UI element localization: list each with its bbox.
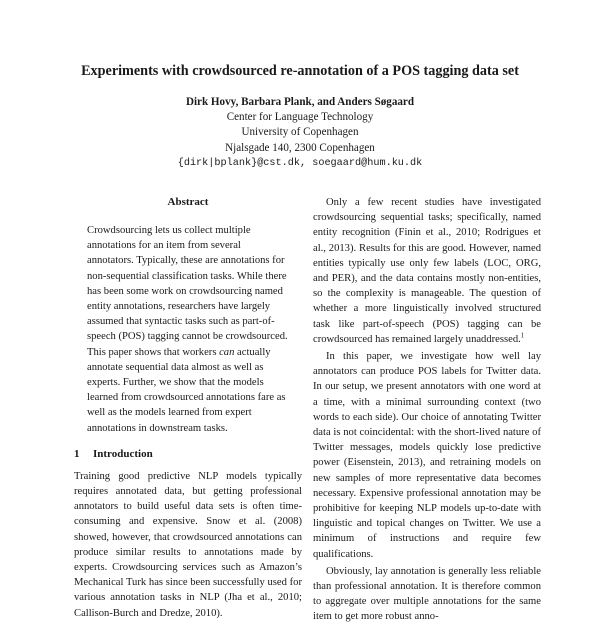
right-column [313,195,541,625]
right-paragraph-3: Obviously, lay annotation is generally less reliable than professional annotation. It is therefore common to aggregate over multiple annotations for the same item to get more robust anno- [313,565,541,623]
university: University of Copenhagen [241,126,359,139]
paper-title: Experiments with crowdsourced re-annotation of a POS tagging data set [81,63,519,79]
abstract-text-end: actually annotate sequential data almost as well as experts. Further, we show that the models learned from crowdsourced annotations fare as well as the models learned from expert annotations in downstream tasks. [87,346,286,434]
abstract-heading: Abstract [167,196,209,208]
footnote-marker[interactable]: 1 [520,331,525,340]
abstract-text [87,223,289,436]
author-names: Dirk Hovy, Barbara Plank, and Anders Søgaard [185,96,415,108]
right-paragraph-1 [313,195,541,347]
affiliation: Center for Language Technology [226,111,374,124]
section-heading-introduction [74,447,302,462]
section-number: 1 [74,447,80,460]
author-block [0,95,600,171]
right-paragraph-2: In this paper, we investigate how well lay annotators can produce POS labels for Twitter data. In our setup, we present annotators with one word at a time, with a minimal surrounding context (two words to each side). Our choice of annotating Twitter data is not coincidental: with the short-lived nature of Twitter messages, models quickly lose predictive power (Eisenstein, 2013), and retraining models on new samples of more representative data becomes necessary. Expensive professional annotation may be prohibitive for keeping NLP models up-to-date with linguistic and topical changes on Twitter. We use a minimum of instructions and require few qualifications. [313,351,541,560]
abstract-text-start: Crowdsourcing lets us collect multiple annotations for an item from several annotators. Typically, these are annotations for non-sequential classification tasks. While there has been some work on crowdsourcing named entity annotations, researchers have largely assumed that syntactic tasks such as part-of-speech (POS) tagging cannot be crowdsourced. This paper shows that workers [87,225,288,358]
abstract-body [87,223,289,436]
introduction-body [74,469,302,621]
address: Njalsgade 140, 2300 Copenhagen [225,141,375,154]
abstract-emphasis: can [219,346,235,358]
right-paragraph-1-text: Only a few recent studies have investigated crowdsourcing sequential tasks; specifically, named entity recognition (Finin et al., 2010; Rodrigues et al., 2013). Results for this are good. However, named entities typically use only few labels (LOC, ORG, and PER), and the data contains mostly non-entities, so the complexity is manageable. The question of whether a more linguistically involved structured task like part-of-speech (POS) tagging can be crowdsourced has remained largely unaddressed. [313,197,541,345]
left-column [74,195,302,621]
author-emails: {dirk|bplank}@cst.dk, soegaard@hum.ku.dk [177,157,423,169]
section-title: Introduction [93,447,153,460]
intro-paragraph-1: Training good predictive NLP models typically requires annotated data, but getting professional annotators to build useful data sets is often time-consuming and expensive. Snow et al. (2008) showed, however, that crowdsourced annotations can produce similar results to annotations made by experts. Crowdsourcing services such as Amazon’s Mechanical Turk has since been successfully used for various annotation tasks in NLP (Jha et al., 2010; Callison-Burch and Dredze, 2010). [74,470,302,619]
